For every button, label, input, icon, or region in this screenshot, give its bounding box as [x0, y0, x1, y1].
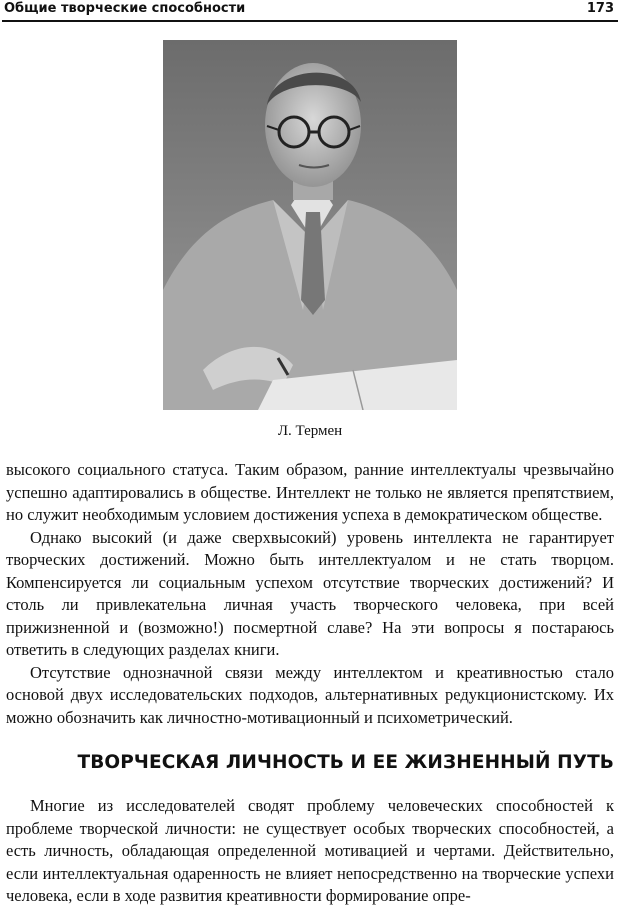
- photo-caption: Л. Термен: [277, 423, 343, 439]
- paragraph: Многие из исследователей сводят проблему человеческих способностей к проблеме творческой личности: не существует особых творческих способностей, а есть личность, обладающая определенной мотивацией и чертами. Действительно, если интеллектуальная одаренность не влияет непосредственно на творческие успехи человека, если в ходе развития креативности формирование опре-: [6, 796, 614, 905]
- running-title: Общие творческие способности: [4, 1, 246, 16]
- running-header: [2, 0, 618, 22]
- section-heading: ТВОРЧЕСКАЯ ЛИЧНОСТЬ И ЕЕ ЖИЗНЕННЫЙ ПУТЬ: [77, 752, 614, 773]
- portrait-photo: [163, 40, 457, 410]
- page-number: 173: [586, 1, 614, 16]
- paragraph: Однако высокий (и даже сверхвысокий) уровень интеллекта не гарантирует творческих достижений. Можно быть интеллектуалом и не стать творцом. Компенсируется ли социальным успехом отсутствие творческих достижений? И столь ли привлекательна личная участь творческого человека, при всей прижизненной и (возможно!) посмертной славе? На эти вопросы я постараюсь ответить в следующих разделах книги.: [6, 527, 614, 659]
- paragraph: высокого социального статуса. Таким образом, ранние интеллектуалы чрезвычайно успешно адаптировались в обществе. Интеллект не только не является препятствием, но служит необходимым условием достижения успеха в демократическом обществе.: [6, 460, 614, 524]
- body-text-upper: [6, 459, 614, 729]
- body-text-lower: [6, 795, 614, 908]
- paragraph: Отсутствие однозначной связи между интеллектом и креативностью стало основой двух исследовательских подходов, альтернативных редукционистскому. Их можно обозначить как личностно-мотивационный и психометрический.: [6, 662, 614, 727]
